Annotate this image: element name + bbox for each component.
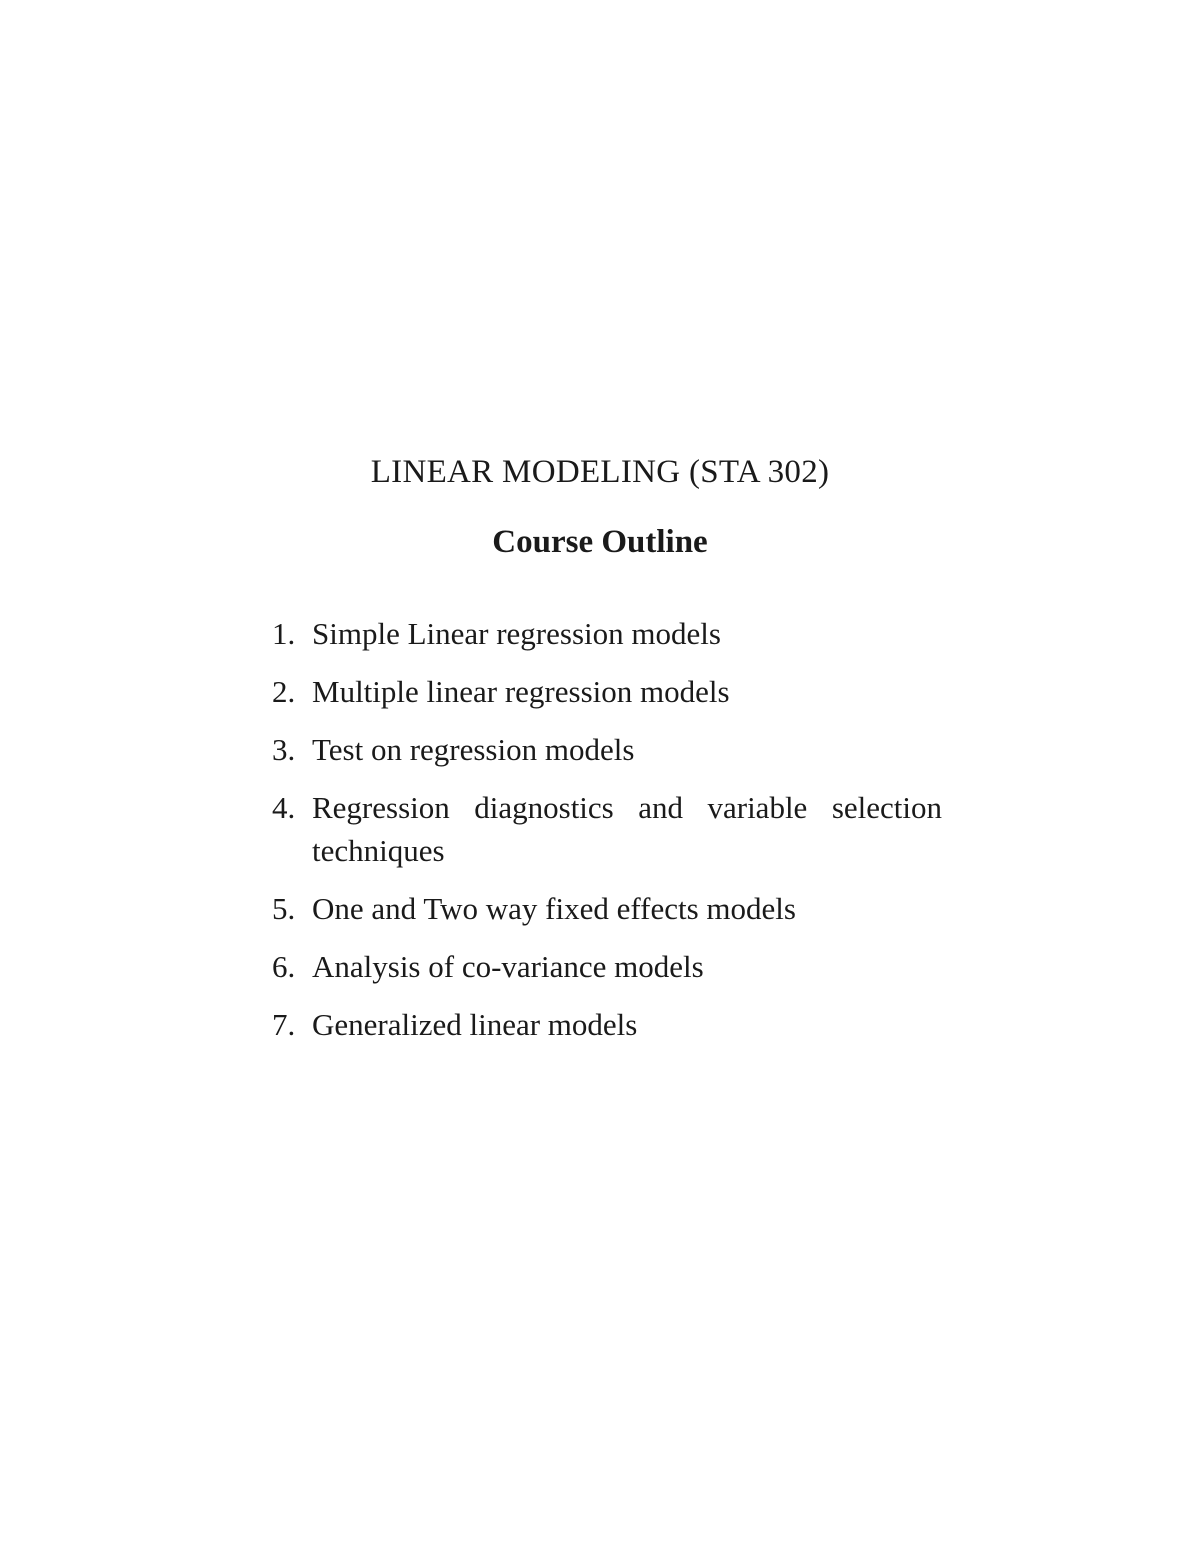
item-text: Simple Linear regression models bbox=[312, 616, 721, 651]
item-text: Generalized linear models bbox=[312, 1007, 638, 1042]
list-item bbox=[272, 786, 942, 872]
item-number: 3. bbox=[272, 732, 296, 767]
item-text: Multiple linear regression models bbox=[312, 674, 730, 709]
item-number: 5. bbox=[272, 891, 296, 926]
item-text: Analysis of co-variance models bbox=[312, 949, 704, 984]
item-text: Test on regression models bbox=[312, 732, 635, 767]
item-number: 4. bbox=[272, 790, 296, 825]
outline-heading: Course Outline bbox=[492, 524, 708, 560]
item-number: 1. bbox=[272, 616, 296, 651]
list-item bbox=[272, 728, 942, 771]
list-item bbox=[272, 612, 942, 655]
item-number: 7. bbox=[272, 1007, 296, 1042]
item-text: One and Two way fixed effects models bbox=[312, 891, 796, 926]
list-item bbox=[272, 887, 942, 930]
list-item bbox=[272, 945, 942, 988]
item-number: 6. bbox=[272, 949, 296, 984]
list-item bbox=[272, 1003, 942, 1046]
item-number: 2. bbox=[272, 674, 296, 709]
outline-list bbox=[272, 612, 942, 1061]
course-title: LINEAR MODELING (STA 302) bbox=[370, 454, 830, 490]
list-item bbox=[272, 670, 942, 713]
item-text: Regression diagnostics and variable selection techniques bbox=[312, 790, 942, 868]
